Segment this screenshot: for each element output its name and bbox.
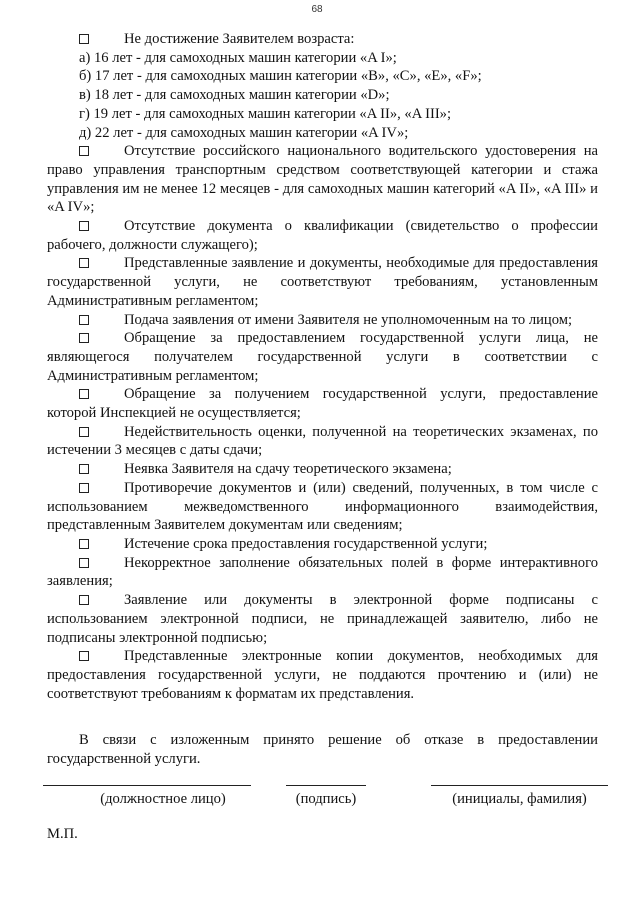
reason-text: б) 17 лет - для самоходных машин категории «B», «C», «E», «F»;: [79, 68, 482, 85]
reason-text: Истечение срока предоставления государственной услуги;: [124, 535, 488, 552]
refusal-reason: [47, 311, 598, 330]
checkbox-icon[interactable]: [79, 315, 89, 325]
reason-text: Подача заявления от имени Заявителя не уполномоченным на то лицом;: [124, 311, 573, 328]
checkbox-icon[interactable]: [79, 258, 89, 268]
initials-line: [431, 785, 608, 786]
reason-text: Представленные электронные копии документов, необходимых для предоставления государственной услуги, не поддаются прочтению и (или) не соответствуют требованиям к форматам их представления.: [47, 648, 598, 702]
reason-text: Не достижение Заявителем возраста:: [124, 31, 355, 47]
official-signature-line: [43, 785, 251, 786]
checkbox-icon[interactable]: [79, 558, 89, 568]
signature-line: [286, 785, 366, 786]
refusal-reason: [47, 647, 598, 703]
age-subitem: [47, 86, 598, 105]
official-caption: (должностное лицо): [100, 791, 226, 807]
refusal-reason: [47, 329, 598, 385]
refusal-reasons-list: [47, 30, 598, 769]
reason-text: Отсутствие российского национального водительского удостоверения на право управления транспортным средством соответствующей категории и стажа управления им не менее 12 месяцев - для самоходных машин категорий «A II», «A III» и «A IV»;: [47, 143, 598, 216]
checkbox-icon[interactable]: [79, 464, 89, 474]
refusal-reason: [47, 535, 598, 554]
checkbox-icon[interactable]: [79, 333, 89, 343]
refusal-reason: [47, 479, 598, 535]
checkbox-icon[interactable]: [79, 595, 89, 605]
age-subitem: [47, 105, 598, 124]
refusal-reason: [47, 423, 598, 460]
reason-text: г) 19 лет - для самоходных машин категории «A II», «A III»;: [79, 105, 452, 122]
refusal-reason: [47, 591, 598, 647]
reason-text: Отсутствие документа о квалификации (свидетельство о профессии рабочего, должности служащего);: [47, 218, 598, 253]
reason-text: Заявление или документы в электронной форме подписаны с использованием электронной подписи, не принадлежащей заявителю, либо не подписаны электронной подписью;: [47, 592, 598, 646]
signature-block: [43, 785, 608, 825]
reason-text: в) 18 лет - для самоходных машин категории «D»;: [79, 87, 390, 104]
checkbox-icon[interactable]: [79, 483, 89, 493]
refusal-reason: [47, 30, 598, 49]
checkbox-icon[interactable]: [79, 539, 89, 549]
checkbox-icon[interactable]: [79, 34, 89, 44]
reason-text: Обращение за предоставлением государственной услуги лица, не являющегося получателем государственной услуги в соответствии с Административным регламентом;: [47, 330, 598, 384]
age-subitem: [47, 49, 598, 68]
reason-text: Представленные заявление и документы, необходимые для предоставления государственной услуги, не соответствуют требованиям, установленным Административным регламентом;: [47, 255, 598, 309]
refusal-reason: [47, 554, 598, 591]
reason-text: Некорректное заполнение обязательных полей в форме интерактивного заявления;: [47, 554, 598, 590]
stamp-place: М.П.: [47, 826, 78, 842]
reason-text: д) 22 лет - для самоходных машин категории «A IV»;: [79, 124, 409, 141]
reason-text: Противоречие документов и (или) сведений, полученных, в том числе с использованием межведомственного информационного взаимодействия, представленным Заявителем документам или сведениям;: [47, 479, 598, 534]
refusal-reason: [47, 385, 598, 422]
decision-statement: В связи с изложенным принято решение об отказе в предоставлении государственной услуги.: [47, 732, 598, 768]
checkbox-icon[interactable]: [79, 651, 89, 661]
reason-text: Неявка Заявителя на сдачу теоретического экзамена;: [124, 461, 452, 478]
refusal-reason: [47, 460, 598, 479]
checkbox-icon[interactable]: [79, 427, 89, 437]
age-subitem: [47, 67, 598, 86]
page-number: 68: [311, 4, 323, 15]
refusal-reason: [47, 217, 598, 254]
checkbox-icon[interactable]: [79, 221, 89, 231]
age-subitem: [47, 124, 598, 143]
checkbox-icon[interactable]: [79, 389, 89, 399]
checkbox-icon[interactable]: [79, 146, 89, 156]
reason-text: Недействительность оценки, полученной на теоретических экзаменах, по истечении 3 месяцев с даты сдачи;: [47, 423, 598, 459]
reason-text: Обращение за получением государственной услуги, предоставление которой Инспекцией не осуществляется;: [47, 386, 598, 422]
refusal-reason: [47, 254, 598, 310]
refusal-reason: [47, 142, 598, 217]
initials-caption: (инициалы, фамилия): [452, 791, 587, 807]
signature-caption: (подпись): [295, 791, 357, 807]
reason-text: а) 16 лет - для самоходных машин категории «A I»;: [79, 49, 397, 66]
